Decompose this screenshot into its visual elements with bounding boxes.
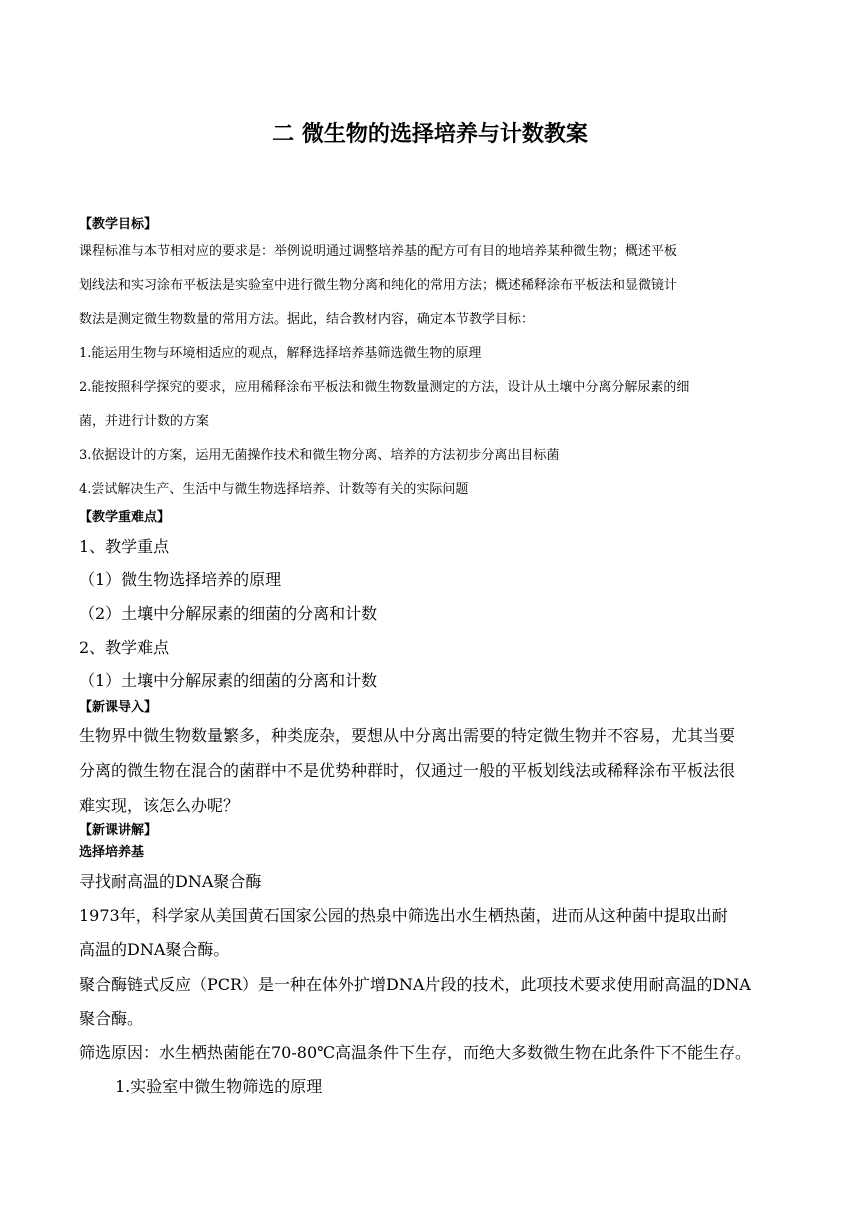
lecture-line: 高温的DNA聚合酶。 [79,940,230,959]
lecture-heading: 【新课讲解】 [79,823,158,838]
key-points-line: 1、教学重点 [79,537,170,556]
lecture-line: 聚合酶。 [79,1009,144,1028]
key-points-line: （1）土壤中分解尿素的细菌的分离和计数 [79,671,378,690]
objective-item: 3.依据设计的方案，运用无菌操作技术和微生物分离、培养的方法初步分离出目标菌 [79,448,560,463]
objectives-intro-line: 数法是测定微生物数量的常用方法。据此，结合教材内容，确定本节教学目标： [79,312,535,327]
objectives-intro-line: 划线法和实习涂布平板法是实验室中进行微生物分离和纯化的常用方法；概述稀释涂布平板法和显微镜计 [79,278,678,293]
key-points-line: （1）微生物选择培养的原理 [79,570,282,589]
lecture-line: 1973年，科学家从美国黄石国家公园的热泉中筛选出水生栖热菌，进而从这种菌中提取出耐 [79,906,728,925]
lecture-line: 聚合酶链式反应（PCR）是一种在体外扩增DNA片段的技术，此项技术要求使用耐高温的DNA [79,975,751,994]
key-points-heading: 【教学重难点】 [79,510,171,525]
intro-line: 分离的微生物在混合的菌群中不是优势种群时，仅通过一般的平板划线法或稀释涂布平板法很 [79,761,736,780]
lecture-subheading: 选择培养基 [79,845,145,860]
intro-heading: 【新课导入】 [79,700,158,715]
key-points-line: （2）土壤中分解尿素的细菌的分离和计数 [79,604,378,623]
intro-line: 难实现，该怎么办呢？ [79,796,240,815]
lecture-line: 1.实验室中微生物筛选的原理 [115,1077,323,1096]
intro-line: 生物界中微生物数量繁多，种类庞杂，要想从中分离出需要的特定微生物并不容易，尤其当要 [79,726,736,745]
key-points-line: 2、教学难点 [79,638,170,657]
objective-item: 2.能按照科学探究的要求，应用稀释涂布平板法和微生物数量测定的方法，设计从土壤中分离分解尿素的细 [79,380,690,395]
page-title: 二 微生物的选择培养与计数教案 [272,122,588,147]
lecture-line: 筛选原因：水生栖热菌能在70-80℃高温条件下生存，而绝大多数微生物在此条件下不能生存。 [79,1043,752,1062]
objective-item: 4.尝试解决生产、生活中与微生物选择培养、计数等有关的实际问题 [79,482,469,497]
objectives-intro-line: 课程标准与本节相对应的要求是：举例说明通过调整培养基的配方可有目的地培养某种微生物；概述平板 [79,244,678,259]
objectives-heading: 【教学目标】 [79,217,158,232]
objective-item: 1.能运用生物与环境相适应的观点，解释选择培养基筛选微生物的原理 [79,346,482,361]
lecture-line: 寻找耐高温的DNA聚合酶 [79,872,262,891]
objective-item: 菌，并进行计数的方案 [79,414,210,429]
